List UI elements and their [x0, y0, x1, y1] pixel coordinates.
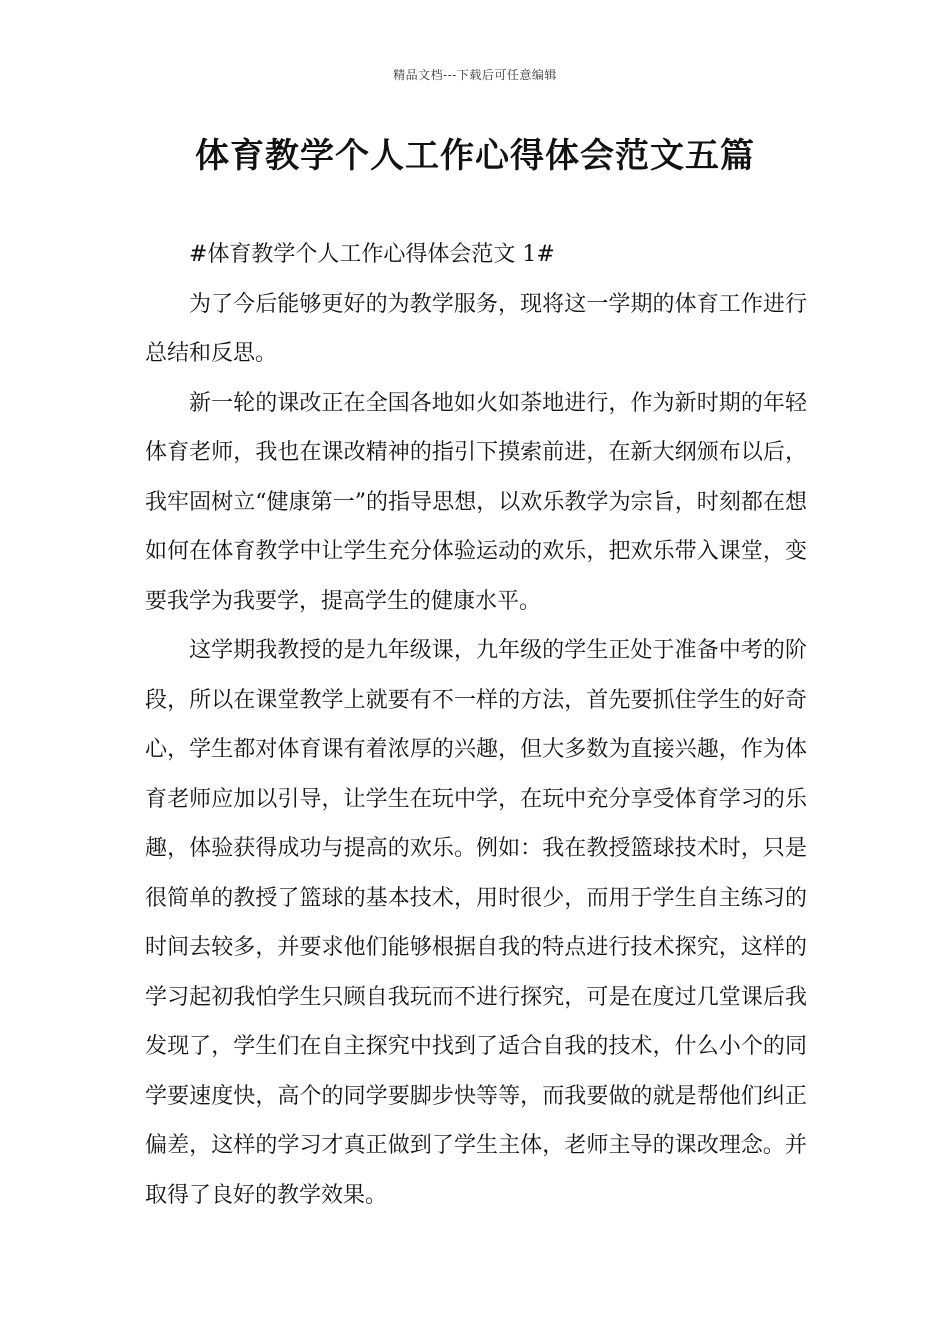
document-title: 体育教学个人工作心得体会范文五篇 — [195, 136, 755, 176]
section-heading: #体育教学个人工作心得体会范文 1# — [189, 242, 555, 267]
paragraph-1: 为了今后能够更好的为教学服务，现将这一学期的体育工作进行总结和反思。 — [145, 291, 807, 366]
document-body — [145, 230, 807, 1220]
paragraph-2: 新一轮的课改正在全国各地如火如荼地进行，作为新时期的年轻体育老师，我也在课改精神的指引下摸索前进，在新大纲颁布以后，我牢固树立“健康第一”的指导思想，以欢乐教学为宗旨，时刻都在想如何在体育教学中让学生充分体验运动的欢乐，把欢乐带入课堂，变要我学为我要学，提高学生的健康水平。 — [145, 390, 807, 614]
paragraph-3: 这学期我教授的是九年级课，九年级的学生正处于准备中考的阶段，所以在课堂教学上就要有不一样的方法，首先要抓住学生的好奇心，学生都对体育课有着浓厚的兴趣，但大多数为直接兴趣，作为体育老师应加以引导，让学生在玩中学，在玩中充分享受体育学习的乐趣，体验获得成功与提高的欢乐。例如：我在教授篮球技术时，只是很简单的教授了篮球的基本技术，用时很少，而用于学生自主练习的时间去较多，并要求他们能够根据自我的特点进行技术探究，这样的学习起初我怕学生只顾自我玩而不进行探究，可是在度过几堂课后我发现了，学生们在自主探究中找到了适合自我的技术，什么小个的同学要速度快，高个的同学要脚步快等等，而我要做的就是帮他们纠正偏差，这样的学习才真正做到了学生主体，老师主导的课改理念。并取得了良好的教学效果。 — [145, 638, 807, 1208]
header-note: 精品文档---下载后可任意编辑 — [393, 68, 557, 82]
